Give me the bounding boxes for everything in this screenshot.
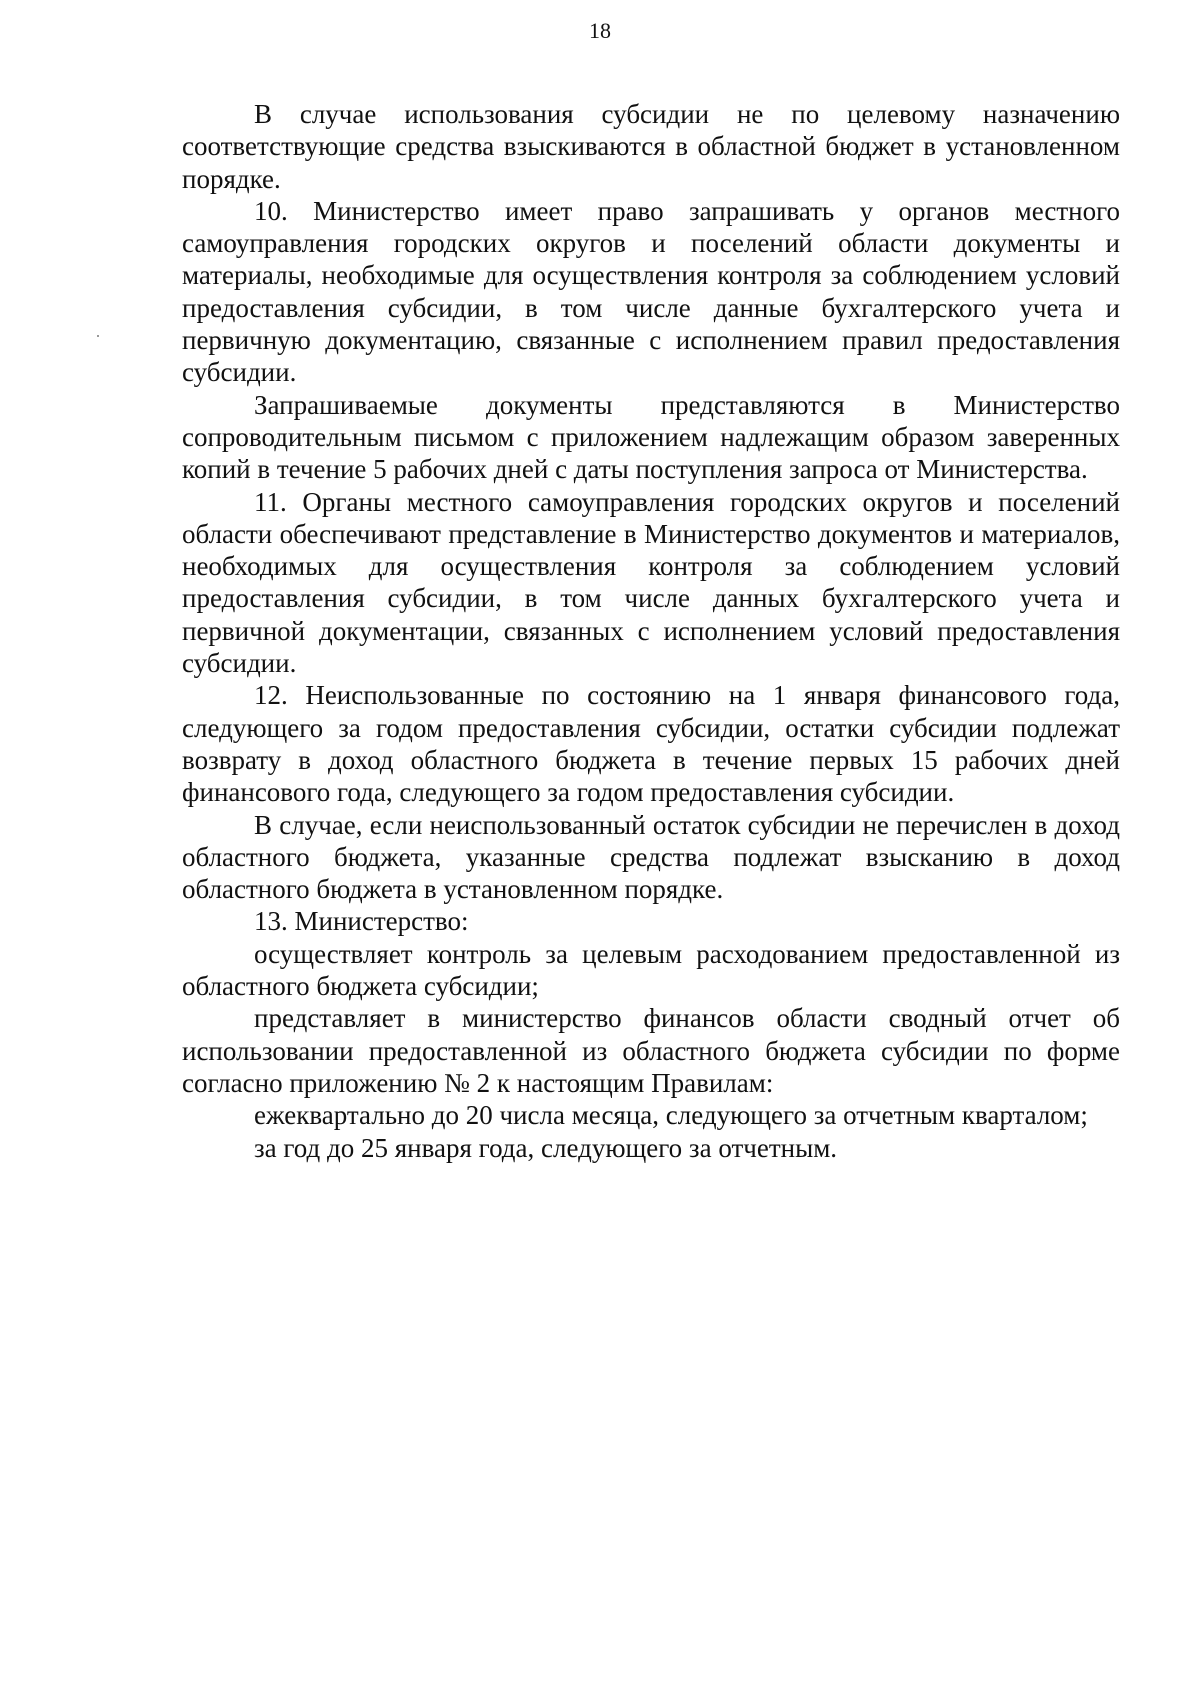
paragraph-requested-documents: Запрашиваемые документы представляются в Министерство сопроводительным письмом с приложением надлежащим образом заверенных копий в течение 5 рабочих дней с даты поступления запроса от Министерства. [182,389,1120,485]
paragraph-annual: за год до 25 января года, следующего за отчетным. [254,1132,838,1163]
paragraph-report: представляет в министерство финансов области сводный отчет об использовании предоставленной из областного бюджета субсидии по форме согласно приложению № 2 к настоящим Правилам: [182,1003,1120,1098]
paragraph-control: осуществляет контроль за целевым расходованием предоставленной из областного бюджета субсидии; [182,938,1120,1002]
paragraph-12-unused-balances: 12. Неиспользованные по состоянию на 1 января финансового года, следующего за годом предоставления субсидии, остатки субсидии подлежат возврату в доход областного бюджета в течение первых 15 рабочих дней финансового года, следующего за годом предоставления субсидии. [182,680,1120,808]
paragraph-11-local-authorities: 11. Органы местного самоуправления городских округов и поселений области обеспечивают представление в Министерство документов и материалов, необходимых для осуществления контроля за соблюдением условий предоставления субсидии, в том числе данных бухгалтерского учета и первичной документации, связанных с исполнением условий предоставления субсидии. [182,486,1120,679]
paragraph-13-ministry: 13. Министерство: [254,906,469,937]
paragraph-10-ministry-request-right: 10. Министерство имеет право запрашивать у органов местного самоуправления городских округов и поселений области документы и материалы, необходимые для осуществления контроля за соблюдением условий предоставления субсидии, в том числе данные бухгалтерского учета и первичную документацию, связанные с исполнением правил предоставления субсидии. [182,195,1120,388]
document-body [182,98,1120,1164]
paragraph-misuse-recovery: В случае использования субсидии не по целевому назначению соответствующие средства взыскиваются в областной бюджет в установленном порядке. [182,99,1120,194]
paragraph-unreturned-balance: В случае, если неиспользованный остаток субсидии не перечислен в доход областного бюджета, указанные средства подлежат взысканию в доход областного бюджета в установленном порядке. [182,809,1120,905]
paragraph-quarterly: ежеквартально до 20 числа месяца, следующего за отчетным кварталом; [254,1100,1088,1131]
scan-speck [97,335,99,337]
page-number: 18 [589,18,611,43]
